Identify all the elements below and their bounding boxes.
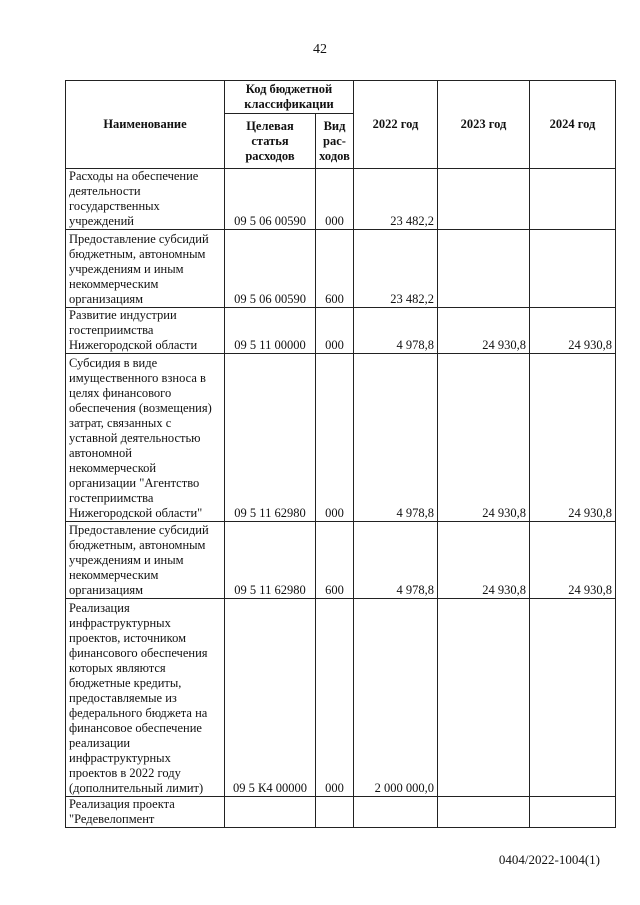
row-2023 (438, 169, 530, 230)
row-name: Предоставление субсидий бюджетным, автономным учреждениям и иным некоммерческим организациям (66, 230, 225, 308)
table-row (66, 797, 616, 828)
table-row (66, 354, 616, 522)
row-2023 (438, 797, 530, 828)
row-2023: 24 930,8 (438, 522, 530, 599)
row-name: Реализация проекта "Редевелопмент (66, 797, 225, 828)
row-type: 600 (316, 230, 354, 308)
table-row (66, 169, 616, 230)
row-2023 (438, 230, 530, 308)
row-name: Развитие индустрии гостеприимства Нижегородской области (66, 308, 225, 354)
row-type (316, 797, 354, 828)
row-name: Реализация инфраструктурных проектов, источником финансового обеспечения которых являются бюджетные кредиты, предоставляемые из федерального бюджета на финансовое обеспечение реализации инфраструктурных проектов в 2022 году (дополнительный лимит) (66, 599, 225, 797)
header-2023: 2023 год (438, 81, 530, 169)
row-2023: 24 930,8 (438, 308, 530, 354)
row-code: 09 5 К4 00000 (225, 599, 316, 797)
header-2024: 2024 год (530, 81, 616, 169)
header-target-article: Целевая статья расходов (225, 114, 316, 169)
table-row (66, 308, 616, 354)
row-2022: 23 482,2 (354, 230, 438, 308)
row-2024 (530, 599, 616, 797)
row-2022: 4 978,8 (354, 522, 438, 599)
row-code: 09 5 06 00590 (225, 230, 316, 308)
row-2024 (530, 230, 616, 308)
row-2023 (438, 599, 530, 797)
header-name: Наименование (66, 81, 225, 169)
table-row (66, 230, 616, 308)
row-2022: 23 482,2 (354, 169, 438, 230)
row-name: Субсидия в виде имущественного взноса в целях финансового обеспечения (возмещения) затрат, связанных с уставной деятельностью автономной некоммерческой организации "Агентство гостеприимства Нижегородской области" (66, 354, 225, 522)
row-code: 09 5 06 00590 (225, 169, 316, 230)
row-code (225, 797, 316, 828)
header-expense-type: Вид рас-ходов (316, 114, 354, 169)
row-type: 000 (316, 599, 354, 797)
row-type: 000 (316, 354, 354, 522)
table-row (66, 599, 616, 797)
document-code: 0404/2022-1004(1) (498, 852, 600, 867)
row-2024: 24 930,8 (530, 308, 616, 354)
budget-table (65, 80, 616, 828)
row-code: 09 5 11 62980 (225, 354, 316, 522)
row-code: 09 5 11 62980 (225, 522, 316, 599)
row-2022: 4 978,8 (354, 308, 438, 354)
header-code-group: Код бюджетной классификации (225, 81, 354, 114)
row-2024 (530, 797, 616, 828)
table-row (66, 522, 616, 599)
row-name: Расходы на обеспечение деятельности государственных учреждений (66, 169, 225, 230)
row-type: 000 (316, 169, 354, 230)
row-type: 000 (316, 308, 354, 354)
row-code: 09 5 11 00000 (225, 308, 316, 354)
row-type: 600 (316, 522, 354, 599)
row-2022: 2 000 000,0 (354, 599, 438, 797)
row-2024: 24 930,8 (530, 522, 616, 599)
row-name: Предоставление субсидий бюджетным, автономным учреждениям и иным некоммерческим организациям (66, 522, 225, 599)
row-2024 (530, 169, 616, 230)
header-2022: 2022 год (354, 81, 438, 169)
row-2023: 24 930,8 (438, 354, 530, 522)
page-number: 42 (313, 42, 327, 57)
row-2022: 4 978,8 (354, 354, 438, 522)
row-2024: 24 930,8 (530, 354, 616, 522)
row-2022 (354, 797, 438, 828)
